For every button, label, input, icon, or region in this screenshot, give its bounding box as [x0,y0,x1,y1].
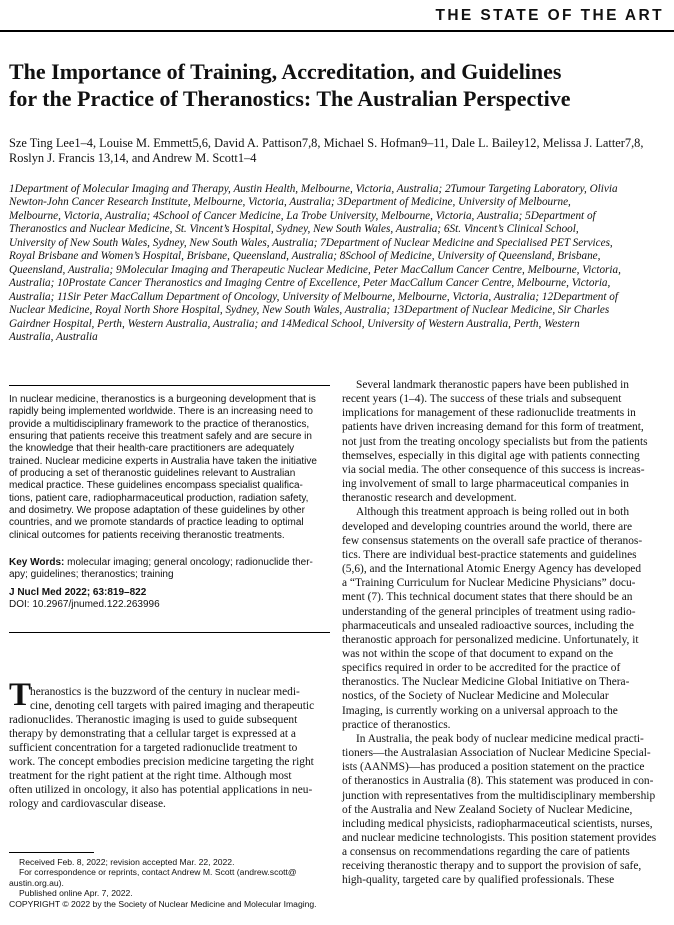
drop-cap: T [9,677,32,713]
affiliation-line: Theranostics and Nuclear Medicine, St. Vincent’s Hospital, Sydney, New South Wales, Australia; 6St. Vincent’s Clinical School, [9,223,579,236]
abstract-line: and dosimetry. We propose adaptation of these guidelines by other [9,505,305,517]
intro-line: sufficient concentration for a targeted radionuclide treatment to [9,742,298,755]
body-line: including medical physicists, radiopharmaceutical scientists, nurses, [342,817,653,830]
abstract-box [9,385,330,633]
affiliation-line: Newton-John Cancer Research Institute, Melbourne, Victoria, Australia; 3Department of Medicine, University of Melbourne, [9,196,571,209]
intro-line: work. The concept embodies precision medicine targeting the right [9,756,314,769]
footnote-line: Received Feb. 8, 2022; revision accepted Mar. 22, 2022. [19,857,235,867]
footnotes [9,857,334,909]
abstract-text [9,394,330,542]
intro-line: treatment for the right patient at the right time. Although most [9,770,292,783]
abstract-line: medical practice. These guidelines encompass specialist qualifica- [9,480,303,492]
body-line: not just from the treating oncology specialists but from the patients [342,435,648,448]
body-line: of theranostics in Australia (8). This statement was produced in con- [342,775,654,788]
body-line: pharmaceuticals and unsealed radioactive sources, including the [342,619,634,632]
keywords-line: apy; guidelines; theranostics; training [9,569,174,581]
affiliation-line: University of New South Wales, Sydney, New South Wales, Australia; 7Department of Nuclear Medicine and Specialised PET Services, [9,236,613,249]
author-line: Sze Ting Lee1–4, Louise M. Emmett5,6, David A. Pattison7,8, Michael S. Hofman9–11, Dale L. Bailey12, Melissa J. Latter7,8, [9,136,644,150]
footnote-line: austin.org.au). [9,877,64,888]
body-line: ists (AANMS)—has produced a position statement on the practice [342,761,645,774]
body-line: receiving theranostic therapy and to support the provision of safe, [342,860,642,873]
intro-line: often utilized in oncology, it also has potential applications in neu- [9,784,313,797]
keywords [9,557,330,582]
body-text-right-column [342,378,664,888]
body-line: specifics required in order to be accredited for the practice of [342,662,621,675]
journal-reference: J Nucl Med 2022; 63:819–822 [9,587,147,598]
body-line: of the Australia and New Zealand Society of Nuclear Medicine, [342,803,633,816]
affiliation-line: Australia, Australia [9,330,98,343]
body-line: Several landmark theranostic papers have been published in [356,379,629,391]
affiliation-line: Australia; 11Sir Peter MacCallum Department of Oncology, University of Melbourne, Melbourne, Victoria, Australia; 12Department of [9,290,619,303]
body-line: Although this treatment approach is being rolled out in both [356,506,630,519]
article-title [9,58,659,112]
body-line: ing involvement of small to large pharmaceutical companies in [342,478,630,491]
abstract-line: rapidly being implemented worldwide. There is an increasing need to [9,406,313,418]
affiliation-line: Nuclear Medicine, Royal North Shore Hospital, Sydney, New South Wales, Australia; 13Department of Nuclear Medicine, Sir Charles [9,304,610,317]
title-line: for the Practice of Theranostics: The Australian Perspective [9,86,571,111]
header-rule [0,30,674,32]
intro-line: heranostics is the buzzword of the century in nuclear medi- [30,686,300,698]
body-line: ment (7). This technical document states that there should be an [342,591,633,604]
body-line: practice of theranostics. [342,718,451,731]
doi[interactable]: DOI: 10.2967/jnumed.122.263996 [9,599,160,611]
intro-paragraph [9,685,330,811]
body-line: In Australia, the peak body of nuclear medicine medical practi- [356,732,644,745]
body-line: theranostics. The Nuclear Medicine Global Initiative on Thera- [342,676,630,689]
footnote-line: Published online Apr. 7, 2022. [19,888,133,899]
body-line: was not within the scope of that document to expand on the [342,647,614,660]
body-line: developed and developing countries around the world, there are [342,520,633,533]
keywords-label: Key Words: [9,557,65,568]
body-line: nostics, of the Society of Nuclear Medicine and Molecular [342,690,609,703]
body-line: recent years (1–4). The success of these trials and subsequent [342,393,622,406]
abstract-line: In nuclear medicine, theranostics is a burgeoning development that is [9,394,316,405]
body-line: themselves, especially in this digital age with patients connecting [342,449,640,462]
intro-line: rology and cardiovascular disease. [9,798,166,811]
footnote-line: For correspondence or reprints, contact Andrew M. Scott (andrew.scott@ [19,867,297,878]
body-line: patients have driven increasing demand for this form of treatment, [342,421,644,434]
body-line: high-quality, targeted care by qualified professionals. These [342,874,615,887]
abstract-line: of producing a set of theranostic guidelines relevant to Australian [9,468,296,480]
body-line: tics. There are individual best-practice statements and guidelines [342,548,637,561]
author-line: Roslyn J. Francis 13,14, and Andrew M. Scott1–4 [9,151,257,165]
body-line: a consensus on recommendations regarding the care of patients [342,846,630,859]
footnote-rule [9,852,94,853]
author-list [9,136,669,166]
affiliation-line: Gairdner Hospital, Perth, Western Australia, Australia; and 14Medical School, University of Western Australia, Perth, Western [9,317,580,330]
abstract-line: clinical outcomes for patients receiving theranostic treatments. [9,529,285,541]
intro-line: cine, denoting cell targets with paired imaging and therapeutic [30,700,315,713]
affiliation-line: Australia; 10Prostate Cancer Theranostics and Imaging Centre of Excellence, Peter MacCallum Cancer Centre, Melbourne, Victoria, [9,277,611,290]
intro-line: radionuclides. Theranostic imaging is used to guide subsequent [9,714,298,727]
affiliation-line: Melbourne, Victoria, Australia; 4School of Cancer Medicine, La Trobe University, Melbourne, Victoria, Australia; 5Department of [9,209,596,222]
body-line: tioners—the Australasian Association of Nuclear Medicine Special- [342,747,651,760]
body-line: via social media. The other consequence of this success is increas- [342,463,645,476]
keywords-line [9,557,330,569]
body-line: junction with representatives from the multidisciplinary membership [342,789,656,802]
abstract-line: trained. Nuclear medicine experts in Australia have taken the initiative [9,455,317,467]
title-line: The Importance of Training, Accreditation, and Guidelines [9,59,562,84]
abstract-line: countries, and we promote standards of practice leading to optimal [9,517,304,529]
abstract-line: provide a multidisciplinary framework to the practice of theranostics, [9,418,310,430]
affiliation-line: 1Department of Molecular Imaging and Therapy, Austin Health, Melbourne, Victoria, Australia; 2Tumour Targeting Laboratory, Olivia [9,183,618,195]
abstract-line: ensuring that patients receive this treatment safely and are secure in [9,431,312,443]
body-line: understanding of the general principles of treatment using radio- [342,605,636,618]
affiliation-line: Royal Brisbane and Women’s Hospital, Brisbane, Queensland, Australia; 8School of Medicine, University of Queensland, Brisbane, [9,250,601,263]
body-line: a “Training Curriculum for Nuclear Medicine Physicians” docu- [342,577,636,590]
body-line: (5,6), and the International Atomic Energy Agency has developed [342,563,642,576]
keywords-text: molecular imaging; general oncology; radionuclide ther- [64,557,313,568]
body-line: theranostic approach for personalized medicine. Unfortunately, it [342,633,639,646]
section-label: THE STATE OF THE ART [435,7,664,24]
footnote-line: COPYRIGHT © 2022 by the Society of Nuclear Medicine and Molecular Imaging. [9,898,317,909]
citation [9,587,330,612]
affiliation-line: Queensland, Australia; 9Molecular Imaging and Therapeutic Nuclear Medicine, Peter MacCallum Cancer Centre, Melbourne, Victoria, [9,263,621,276]
intro-line: therapy by demonstrating that a cellular target is expressed at a [9,728,296,741]
body-line: few consensus statements on the overall safe practice of theranos- [342,534,643,547]
body-line: and nuclear medicine technologists. This position statement provides [342,832,657,844]
body-line: theranostic research and development. [342,492,517,505]
abstract-line: the knowledge that their health-care practitioners are adequately [9,443,295,455]
affiliations [9,183,669,344]
abstract-line: tions, patient care, radiopharmaceutical production, radiation safety, [9,492,309,504]
body-line: Imaging, is currently working on a universal approach to the [342,704,618,717]
body-line: implications for management of these radionuclide treatments in [342,407,636,420]
